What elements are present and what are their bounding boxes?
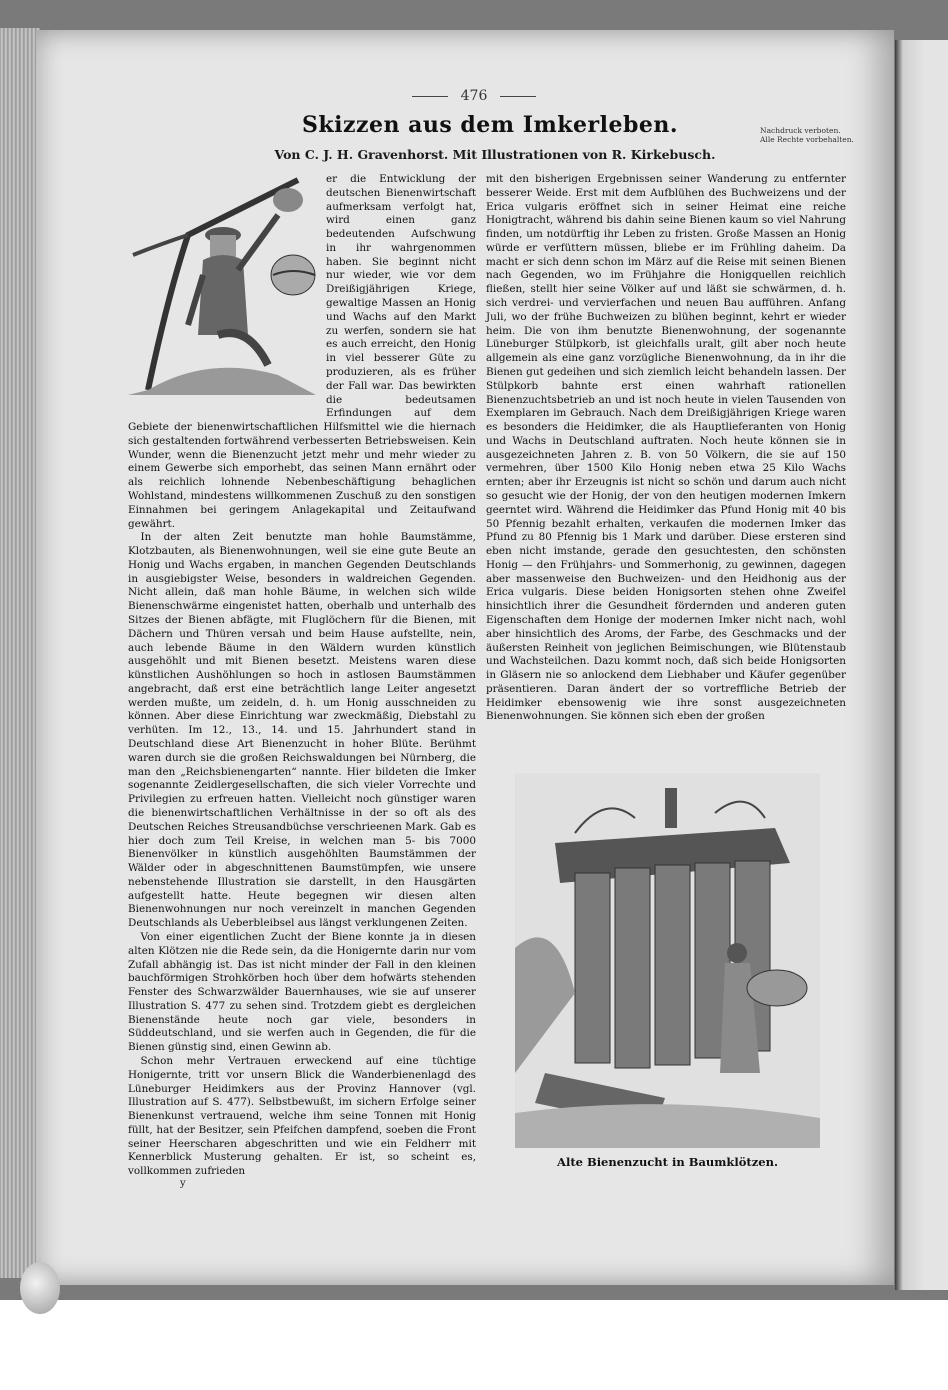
article-title: Skizzen aus dem Imkerleben. — [301, 112, 679, 138]
right-column — [486, 173, 846, 724]
ornament-rule-right — [500, 96, 536, 97]
paragraph: Schon mehr Vertrauen erweckend auf eine tüchtige Honigernte, tritt vor unsern Blick die Wanderbienenlagd des Lüneburger Heidimkers aus der Provinz Hannover (vgl. Illustration auf S. 477). Selbstbewußt, im sichern Erfolge seiner Bienenkunst vertrauend, welche ihm seine Tonnen mit Honig füllt, hat der Besitzer, sein Pfeifchen dampfend, soeben die Front seiner Heerscharen abgeschritten und wie ein Feldherr mit Kennerblick Musterung gehalten. Er ist, so scheint es, vollkommen zufrieden — [128, 1055, 476, 1178]
paragraph: In der alten Zeit benutzte man hohle Baumstämme, Klotzbauten, als Bienenwohnungen, weil sie eine gute Beute an Honig und Wachs ergaben, in manchen Gegenden Deutschlands in ausgiebigster Weise, besonders in waldreichen Gegenden. Nicht allein, daß man hohle Bäume, in welchen sich wilde Bienenschwärme eingenistet hatten, oberhalb und unterhalb des Sitzes der Bienen abfägte, mit Fluglöchern für die Bienen, mit Dächern und Thüren versah und beim Hause aufstellte, nein, auch lebende Bäume in den Wäldern wurden künstlich ausgehöhlt und mit Bienen besetzt. Meistens waren diese künstlichen Aushöhlungen so hoch in astlosen Baumstämmen angebracht, daß erst eine beträchtlich lange Leiter angesetzt werden mußte, um zeideln, d. h. um Honig ausschneiden zu können. Aber diese Einrichtung war zweckmäßig, Diebstahl zu verhüten. Im 12., 13., 14. und 15. Jahrhundert stand in Deutschland diese Art Bienenzucht in hoher Blüte. Berühmt waren durch sie die großen Reichswaldungen bei Nürnberg, die man den „Reichsbienengarten“ nannte. Hier bildeten die Imker sogenannte Zeidlergesellschaften, die sich vieler Vorrechte und Privilegien zu erfreuen hatten. Vielleicht noch günstiger waren die bienenwirtschaftlichen Verhältnisse in der so oft als des Deutschen Reiches Streusandbüchse verschrieenen Mark. Gab es hier doch zum Teil Kreise, in welchen man 5- bis 7000 Bienenvölker in künstlich ausgehöhlten Baumstämmen der Wälder oder in abgeschnittenen Baumstümpfen, wie unsere nebenstehende Illustration sie darstellt, in den Hausgärten aufgestellt hatte. Heute begegnen wir diesen alten Bienenwohnungen nur noch vereinzelt in manchen Gegenden Deutschlands als Ueberbleibsel aus längst verklungenen Zeiten. — [128, 531, 476, 930]
figure-caption: Alte Bienenzucht in Baumklötzen. — [557, 1155, 778, 1169]
page-number — [0, 88, 948, 104]
ornament-rule-left — [412, 96, 448, 97]
paragraph: er die Entwicklung der deutschen Bienenwirtschaft aufmerksam verfolgt hat, wird einen ganz bedeutenden Aufschwung in ihr wahrgenommen haben. Sie beginnt nicht nur wieder, wie vor dem Dreißigjährigen Kriege, gewaltige Massen an Honig und Wachs auf den Markt zu werfen, sondern sie hat es auch erreicht, den Honig in viel besserer Güte zu produzieren, als es früher der Fall war. Das bewirkten die bedeutsamen Erfindungen auf dem Gebiete der bienenwirtschaftlichen Hilfsmittel wie die hiernach sich gestaltenden fortwährend verbesserten Betriebsweisen. Kein Wunder, wenn die Bienenzucht jetzt mehr und mehr wieder zu einem Gewerbe sich emporhebt, das seinen Mann ernährt oder als reichlich lohnende Nebenbeschäftigung behaglichen Wohlstand, mindestens willkommenen Zuschuß zu den sonstigen Einnahmen bei geringem Anlagekapital und Zeitaufwand gewährt. — [128, 173, 476, 530]
paragraph: Von einer eigentlichen Zucht der Biene konnte ja in diesen alten Klötzen nie die Rede sein, da die Honigernte darin nur vom Zufall abhängig ist. Das ist nicht minder der Fall in den kleinen bauchförmigen Strohkörben hoch über dem hofwärts stehenden Fenster des Schwarzwälder Bauernhauses, wie sie auf unserer Illustration S. 477 zu sehen sind. Trotzdem giebt es dergleichen Bienenstände heute noch gar viele, besonders in Süddeutschland, und sie werfen auch in Gegenden, die für die Bienen günstig sind, einen Gewinn ab. — [128, 930, 476, 1054]
page-number-text: 476 — [460, 88, 488, 104]
paragraph: mit den bisherigen Ergebnissen seiner Wanderung zu entfernter besserer Weide. Erst mit dem Aufblühen des Buchweizens und der Erica vulgaris eröffnet sich in seiner Heimat eine reiche Honigtracht, während bis dahin seine Bienen kaum so viel Nahrung finden, um notdürftig ihr Leben zu fristen. Große Massen an Honig würde er verfüttern müssen, bliebe er im Frühling daheim. Da macht er sich denn schon im März auf die Reise mit seinen Bienen nach Gegenden, wo im Frühjahre die Honigquellen reichlich fließen, stellt hier seine Völker auf und läßt sie schwärmen, d. h. sich verdrei- und vervierfachen und neuen Bau aufführen. Anfang Juli, wo der frühe Buchweizen zu blühen beginnt, kehrt er wieder heim. Die von ihm benutzte Bienenwohnung, der sogenannte Lüneburger Stülpkorb, ist gleichfalls uralt, gilt aber noch heute allgemein als eine ganz vorzügliche Bienenwohnung, da in ihr die Bienen gut gedeihen und sich ziemlich leicht behandeln lassen. Der Stülpkorb bahnte erst einen wahrhaft rationellen Bienenzuchtsbetrieb an und ist noch heute in vielen Tausenden von Exemplaren im Gebrauch. Nach dem Dreißigjährigen Kriege waren es besonders die Heidimker, die als Hauptlieferanten von Honig und Wachs in Deutschland auftraten. Noch heute können sie in ausgezeichneten Jahren z. B. von 50 Völkern, die sie auf 150 vermehren, über 1500 Kilo Honig neben etwa 25 Kilo Wachs ernten; aber ihr Erzeugnis ist nicht so schön und darum auch nicht so gesucht wie der Honig, der von den heutigen modernen Imkern geerntet wird. Während die Heidimker das Pfund Honig mit 40 bis 50 Pfennig bezahlt erhalten, verkaufen die modernen Imker das Pfund zu 80 Pfennig bis 1 Mark und darüber. Diese ersteren sind eben nicht imstande, gerade den gesuchtesten, den schönsten Honig — den Frühjahrs- und Sommerhonig, zu gewinnen, dagegen aber massenweise den Buchweizen- und den Heidhonig aus der Erica vulgaris. Diese beiden Honigsorten stehen ohne Zweifel hinsichtlich ihrer die Gesundheit fördernden und anderen guten Eigenschaften dem Honige der modernen Imker nicht nach, wohl aber hinsichtlich des Aroms, der Farbe, des Geschmacks und der äußersten Reinheit von jeglichen Beimischungen, wie Blütenstaub und Wachsteilchen. Dazu kommt noch, daß sich beide Honigsorten in Gläsern nie so anlockend dem Liebhaber und Käufer gegenüber präsentieren. Daran ändert der so vortreffliche Betrieb der Heidimker ebensowenig wie ihre sonst ausgezeichneten Bienenwohnungen. Sie können sich eben der großen — [486, 173, 846, 723]
facing-page-edge — [895, 40, 948, 1290]
left-column — [128, 173, 476, 1179]
copyright-notice: Nachdruck verboten. Alle Rechte vorbehalten. — [760, 126, 854, 144]
page-edges — [0, 28, 40, 1278]
old-hives-illustration — [515, 773, 820, 1148]
signature-mark: y — [180, 1178, 186, 1189]
illustration-float-space — [128, 173, 326, 409]
old-hives-drawing — [515, 773, 820, 1148]
thumb — [20, 1262, 60, 1314]
article-byline: Von C. J. H. Gravenhorst. Mit Illustrationen von R. Kirkebusch. — [274, 147, 716, 162]
